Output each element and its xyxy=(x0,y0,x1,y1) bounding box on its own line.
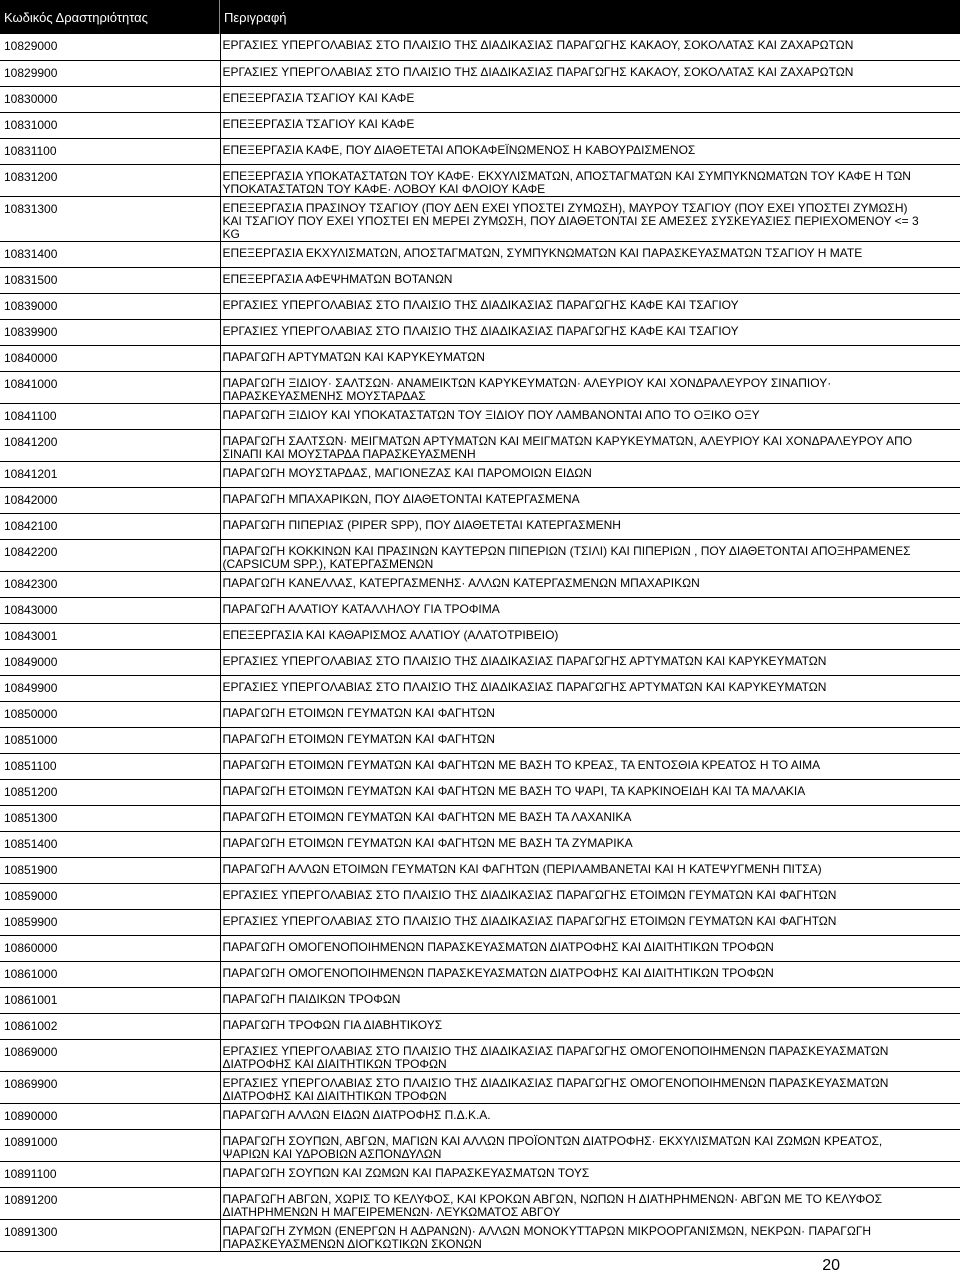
activity-code: 10843001 xyxy=(0,623,220,649)
table-row xyxy=(0,1219,960,1251)
activity-code: 10841200 xyxy=(0,429,220,461)
activity-code: 10851000 xyxy=(0,727,220,753)
activity-description: ΕΡΓΑΣΙΕΣ ΥΠΕΡΓΟΛΑΒΙΑΣ ΣΤΟ ΠΛΑΙΣΙΟ ΤΗΣ ΔΙΑΔΙΚΑΣΙΑΣ ΠΑΡΑΓΩΓΗΣ ΑΡΤΥΜΑΤΩΝ ΚΑΙ ΚΑΡΥΚΕΥΜΑΤΩΝ xyxy=(220,675,960,701)
activity-description: ΠΑΡΑΓΩΓΗ ΟΜΟΓΕΝΟΠΟΙΗΜΕΝΩΝ ΠΑΡΑΣΚΕΥΑΣΜΑΤΩΝ ΔΙΑΤΡΟΦΗΣ ΚΑΙ ΔΙΑΙΤΗΤΙΚΩΝ ΤΡΟΦΩΝ xyxy=(220,935,960,961)
activity-code: 10891200 xyxy=(0,1187,220,1219)
activity-description: ΠΑΡΑΓΩΓΗ ΞΙΔΙΟΥ ΚΑΙ ΥΠΟΚΑΤΑΣΤΑΤΩΝ ΤΟΥ ΞΙΔΙΟΥ ΠΟΥ ΛΑΜΒΑΝΟΝΤΑΙ ΑΠΟ ΤΟ ΟΞΙΚΟ ΟΞΥ xyxy=(220,403,960,429)
activity-description: ΠΑΡΑΓΩΓΗ ΟΜΟΓΕΝΟΠΟΙΗΜΕΝΩΝ ΠΑΡΑΣΚΕΥΑΣΜΑΤΩΝ ΔΙΑΤΡΟΦΗΣ ΚΑΙ ΔΙΑΙΤΗΤΙΚΩΝ ΤΡΟΦΩΝ xyxy=(220,961,960,987)
table-row xyxy=(0,487,960,513)
activity-code: 10831200 xyxy=(0,164,220,196)
table-row xyxy=(0,909,960,935)
activity-code: 10891100 xyxy=(0,1161,220,1187)
activity-description: ΕΡΓΑΣΙΕΣ ΥΠΕΡΓΟΛΑΒΙΑΣ ΣΤΟ ΠΛΑΙΣΙΟ ΤΗΣ ΔΙΑΔΙΚΑΣΙΑΣ ΠΑΡΑΓΩΓΗΣ ΚΑΦΕ ΚΑΙ ΤΣΑΓΙΟΥ xyxy=(220,293,960,319)
table-row xyxy=(0,34,960,60)
activity-code: 10830000 xyxy=(0,86,220,112)
activity-code: 10842200 xyxy=(0,539,220,571)
header-code: Κωδικός Δραστηριότητας xyxy=(0,0,220,34)
activity-description: ΠΑΡΑΓΩΓΗ ΜΠΑΧΑΡΙΚΩΝ, ΠΟΥ ΔΙΑΘΕΤΟΝΤΑΙ ΚΑΤΕΡΓΑΣΜΕΝΑ xyxy=(220,487,960,513)
activity-code: 10831400 xyxy=(0,241,220,267)
activity-code: 10839900 xyxy=(0,319,220,345)
table-row xyxy=(0,961,960,987)
table-row xyxy=(0,831,960,857)
page-number: 20 xyxy=(822,1257,840,1274)
activity-code: 10849000 xyxy=(0,649,220,675)
activity-description: ΠΑΡΑΓΩΓΗ ΕΤΟΙΜΩΝ ΓΕΥΜΑΤΩΝ ΚΑΙ ΦΑΓΗΤΩΝ ΜΕ ΒΑΣΗ ΤΑ ΛΑΧΑΝΙΚΑ xyxy=(220,805,960,831)
table-row xyxy=(0,513,960,539)
table-row xyxy=(0,805,960,831)
activity-description: ΠΑΡΑΓΩΓΗ ΕΤΟΙΜΩΝ ΓΕΥΜΑΤΩΝ ΚΑΙ ΦΑΓΗΤΩΝ ΜΕ ΒΑΣΗ ΤΟ ΚΡΕΑΣ, ΤΑ ΕΝΤΟΣΘΙΑ ΚΡΕΑΤΟΣ Η ΤΟ ΑΙΜΑ xyxy=(220,753,960,779)
activity-description: ΠΑΡΑΓΩΓΗ ΑΒΓΩΝ, ΧΩΡΙΣ ΤΟ ΚΕΛΥΦΟΣ, ΚΑΙ ΚΡΟΚΩΝ ΑΒΓΩΝ, ΝΩΠΩΝ Η ΔΙΑΤΗΡΗΜΕΝΩΝ· ΑΒΓΩΝ ΜΕ ΤΟ ΚΕΛΥΦΟΣ ΔΙΑΤΗΡΗΜΕΝΩΝ Η ΜΑΓΕΙΡΕΜΕΝΩΝ· ΛΕΥΚΩΜΑΤΟΣ ΑΒΓΟΥ xyxy=(220,1187,960,1219)
activity-code: 10861000 xyxy=(0,961,220,987)
table-row xyxy=(0,86,960,112)
table-row xyxy=(0,60,960,86)
table-row xyxy=(0,649,960,675)
activity-code: 10861002 xyxy=(0,1013,220,1039)
activity-description: ΠΑΡΑΓΩΓΗ ΕΤΟΙΜΩΝ ΓΕΥΜΑΤΩΝ ΚΑΙ ΦΑΓΗΤΩΝ ΜΕ ΒΑΣΗ ΤΑ ΖΥΜΑΡΙΚΑ xyxy=(220,831,960,857)
activity-code: 10839000 xyxy=(0,293,220,319)
table-row xyxy=(0,196,960,241)
activity-code: 10831500 xyxy=(0,267,220,293)
activity-description: ΠΑΡΑΓΩΓΗ ΑΛΛΩΝ ΕΙΔΩΝ ΔΙΑΤΡΟΦΗΣ Π.Δ.Κ.Α. xyxy=(220,1103,960,1129)
activity-code: 10869000 xyxy=(0,1039,220,1071)
activity-description: ΠΑΡΑΓΩΓΗ ΕΤΟΙΜΩΝ ΓΕΥΜΑΤΩΝ ΚΑΙ ΦΑΓΗΤΩΝ ΜΕ ΒΑΣΗ ΤΟ ΨΑΡΙ, ΤΑ ΚΑΡΚΙΝΟΕΙΔΗ ΚΑΙ ΤΑ ΜΑΛΑΚΙΑ xyxy=(220,779,960,805)
header-description: Περιγραφή xyxy=(224,9,287,25)
activity-description: ΠΑΡΑΓΩΓΗ ΚΟΚΚΙΝΩΝ ΚΑΙ ΠΡΑΣΙΝΩΝ ΚΑΥΤΕΡΩΝ ΠΙΠΕΡΙΩΝ (ΤΣΙΛΙ) ΚΑΙ ΠΙΠΕΡΙΩΝ , ΠΟΥ ΔΙΑΘΕΤΟΝΤΑΙ ΑΠΟΞΗΡΑΜΕΝΕΣ (CAPSICUM SPP.), ΚΑΤΕΡΓΑΣΜΕΝΩΝ xyxy=(220,539,960,571)
table-row xyxy=(0,1129,960,1161)
activity-code: 10831300 xyxy=(0,196,220,241)
table-header xyxy=(0,0,960,34)
activity-code: 10841100 xyxy=(0,403,220,429)
activity-description: ΠΑΡΑΓΩΓΗ ΑΛΑΤΙΟΥ ΚΑΤΑΛΛΗΛΟΥ ΓΙΑ ΤΡΟΦΙΜΑ xyxy=(220,597,960,623)
table-row xyxy=(0,429,960,461)
table-row xyxy=(0,267,960,293)
table-row xyxy=(0,883,960,909)
table-row xyxy=(0,1039,960,1071)
table-row xyxy=(0,1161,960,1187)
table-row xyxy=(0,779,960,805)
activity-code: 10829000 xyxy=(0,34,220,60)
activity-description: ΠΑΡΑΓΩΓΗ ΚΑΝΕΛΛΑΣ, ΚΑΤΕΡΓΑΣΜΕΝΗΣ· ΑΛΛΩΝ ΚΑΤΕΡΓΑΣΜΕΝΩΝ ΜΠΑΧΑΡΙΚΩΝ xyxy=(220,571,960,597)
activity-code: 10851300 xyxy=(0,805,220,831)
table-row xyxy=(0,857,960,883)
table-row xyxy=(0,164,960,196)
activity-code: 10891300 xyxy=(0,1219,220,1251)
table-row xyxy=(0,675,960,701)
table-row xyxy=(0,623,960,649)
activity-description: ΕΠΕΞΕΡΓΑΣΙΑ ΥΠΟΚΑΤΑΣΤΑΤΩΝ ΤΟΥ ΚΑΦΕ· ΕΚΧΥΛΙΣΜΑΤΩΝ, ΑΠΟΣΤΑΓΜΑΤΩΝ ΚΑΙ ΣΥΜΠΥΚΝΩΜΑΤΩΝ ΤΟΥ ΚΑΦΕ Η ΤΩΝ ΥΠΟΚΑΤΑΣΤΑΤΩΝ ΤΟΥ ΚΑΦΕ· ΛΟΒΟΥ ΚΑΙ ΦΛΟΙΟΥ ΚΑΦΕ xyxy=(220,164,960,196)
activity-code: 10842100 xyxy=(0,513,220,539)
activity-description: ΕΠΕΞΕΡΓΑΣΙΑ ΠΡΑΣΙΝΟΥ ΤΣΑΓΙΟΥ (ΠΟΥ ΔΕΝ ΕΧΕΙ ΥΠΟΣΤΕΙ ΖΥΜΩΣΗ), ΜΑΥΡΟΥ ΤΣΑΓΙΟΥ (ΠΟΥ ΕΧΕΙ ΥΠΟΣΤΕΙ ΖΥΜΩΣΗ) ΚΑΙ ΤΣΑΓΙΟΥ ΠΟΥ ΕΧΕΙ ΥΠΟΣΤΕΙ ΕΝ ΜΕΡΕΙ ΖΥΜΩΣΗ, ΠΟΥ ΔΙΑΘΕΤΟΝΤΑΙ ΣΕ ΑΜΕΣΕΣ ΣΥΣΚΕΥΑΣΙΕΣ ΠΕΡΙΕΧΟΜΕΝΟΥ <= 3 KG xyxy=(220,196,960,241)
activity-description: ΠΑΡΑΓΩΓΗ ΕΤΟΙΜΩΝ ΓΕΥΜΑΤΩΝ ΚΑΙ ΦΑΓΗΤΩΝ xyxy=(220,727,960,753)
activity-code: 10891000 xyxy=(0,1129,220,1161)
activity-description: ΕΠΕΞΕΡΓΑΣΙΑ ΤΣΑΓΙΟΥ ΚΑΙ ΚΑΦΕ xyxy=(220,86,960,112)
activity-code: 10851900 xyxy=(0,857,220,883)
activity-description: ΠΑΡΑΓΩΓΗ ΣΟΥΠΩΝ, ΑΒΓΩΝ, ΜΑΓΙΩΝ ΚΑΙ ΑΛΛΩΝ ΠΡΟΪΟΝΤΩΝ ΔΙΑΤΡΟΦΗΣ· ΕΚΧΥΛΙΣΜΑΤΩΝ ΚΑΙ ΖΩΜΩΝ ΚΡΕΑΤΟΣ, ΨΑΡΙΩΝ ΚΑΙ ΥΔΡΟΒΙΩΝ ΑΣΠΟΝΔΥΛΩΝ xyxy=(220,1129,960,1161)
activity-description: ΕΡΓΑΣΙΕΣ ΥΠΕΡΓΟΛΑΒΙΑΣ ΣΤΟ ΠΛΑΙΣΙΟ ΤΗΣ ΔΙΑΔΙΚΑΣΙΑΣ ΠΑΡΑΓΩΓΗΣ ΚΑΚΑΟΥ, ΣΟΚΟΛΑΤΑΣ ΚΑΙ ΖΑΧΑΡΩΤΩΝ xyxy=(220,60,960,86)
table-row xyxy=(0,1103,960,1129)
activity-code: 10840000 xyxy=(0,345,220,371)
table-row xyxy=(0,753,960,779)
activity-description: ΕΠΕΞΕΡΓΑΣΙΑ ΕΚΧΥΛΙΣΜΑΤΩΝ, ΑΠΟΣΤΑΓΜΑΤΩΝ, ΣΥΜΠΥΚΝΩΜΑΤΩΝ ΚΑΙ ΠΑΡΑΣΚΕΥΑΣΜΑΤΩΝ ΤΣΑΓΙΟΥ Η ΜΑΤΕ xyxy=(220,241,960,267)
table-row xyxy=(0,1187,960,1219)
activity-description: ΕΡΓΑΣΙΕΣ ΥΠΕΡΓΟΛΑΒΙΑΣ ΣΤΟ ΠΛΑΙΣΙΟ ΤΗΣ ΔΙΑΔΙΚΑΣΙΑΣ ΠΑΡΑΓΩΓΗΣ ΚΑΚΑΟΥ, ΣΟΚΟΛΑΤΑΣ ΚΑΙ ΖΑΧΑΡΩΤΩΝ xyxy=(220,34,960,60)
table-row xyxy=(0,319,960,345)
activity-code: 10843000 xyxy=(0,597,220,623)
activity-description: ΕΡΓΑΣΙΕΣ ΥΠΕΡΓΟΛΑΒΙΑΣ ΣΤΟ ΠΛΑΙΣΙΟ ΤΗΣ ΔΙΑΔΙΚΑΣΙΑΣ ΠΑΡΑΓΩΓΗΣ ΟΜΟΓΕΝΟΠΟΙΗΜΕΝΩΝ ΠΑΡΑΣΚΕΥΑΣΜΑΤΩΝ ΔΙΑΤΡΟΦΗΣ ΚΑΙ ΔΙΑΙΤΗΤΙΚΩΝ ΤΡΟΦΩΝ xyxy=(220,1039,960,1071)
table-row xyxy=(0,1013,960,1039)
table-row xyxy=(0,597,960,623)
activity-description: ΠΑΡΑΓΩΓΗ ΠΙΠΕΡΙΑΣ (PIPER SPP), ΠΟΥ ΔΙΑΘΕΤΕΤΑΙ ΚΑΤΕΡΓΑΣΜΕΝΗ xyxy=(220,513,960,539)
table-row xyxy=(0,571,960,597)
activity-description: ΠΑΡΑΓΩΓΗ ΠΑΙΔΙΚΩΝ ΤΡΟΦΩΝ xyxy=(220,987,960,1013)
activity-description: ΕΡΓΑΣΙΕΣ ΥΠΕΡΓΟΛΑΒΙΑΣ ΣΤΟ ΠΛΑΙΣΙΟ ΤΗΣ ΔΙΑΔΙΚΑΣΙΑΣ ΠΑΡΑΓΩΓΗΣ ΕΤΟΙΜΩΝ ΓΕΥΜΑΤΩΝ ΚΑΙ ΦΑΓΗΤΩΝ xyxy=(220,909,960,935)
activity-description: ΠΑΡΑΓΩΓΗ ΞΙΔΙΟΥ· ΣΑΛΤΣΩΝ· ΑΝΑΜΕΙΚΤΩΝ ΚΑΡΥΚΕΥΜΑΤΩΝ· ΑΛΕΥΡΙΟΥ ΚΑΙ ΧΟΝΔΡΑΛΕΥΡΟΥ ΣΙΝΑΠΙΟΥ· ΠΑΡΑΣΚΕΥΑΣΜΕΝΗΣ ΜΟΥΣΤΑΡΔΑΣ xyxy=(220,371,960,403)
table-row xyxy=(0,112,960,138)
table-row xyxy=(0,539,960,571)
activity-description: ΠΑΡΑΓΩΓΗ ΕΤΟΙΜΩΝ ΓΕΥΜΑΤΩΝ ΚΑΙ ΦΑΓΗΤΩΝ xyxy=(220,701,960,727)
table-row xyxy=(0,403,960,429)
table-row xyxy=(0,371,960,403)
activity-description: ΕΡΓΑΣΙΕΣ ΥΠΕΡΓΟΛΑΒΙΑΣ ΣΤΟ ΠΛΑΙΣΙΟ ΤΗΣ ΔΙΑΔΙΚΑΣΙΑΣ ΠΑΡΑΓΩΓΗΣ ΑΡΤΥΜΑΤΩΝ ΚΑΙ ΚΑΡΥΚΕΥΜΑΤΩΝ xyxy=(220,649,960,675)
activity-description: ΠΑΡΑΓΩΓΗ ΜΟΥΣΤΑΡΔΑΣ, ΜΑΓΙΟΝΕΖΑΣ ΚΑΙ ΠΑΡΟΜΟΙΩΝ ΕΙΔΩΝ xyxy=(220,461,960,487)
activity-description: ΕΠΕΞΕΡΓΑΣΙΑ ΚΑΙ ΚΑΘΑΡΙΣΜΟΣ ΑΛΑΤΙΟΥ (ΑΛΑΤΟΤΡΙΒΕΙΟ) xyxy=(220,623,960,649)
table-row xyxy=(0,987,960,1013)
table-row xyxy=(0,935,960,961)
activity-code: 10831000 xyxy=(0,112,220,138)
activity-code: 10842000 xyxy=(0,487,220,513)
activity-code: 10841201 xyxy=(0,461,220,487)
activity-code: 10841000 xyxy=(0,371,220,403)
activity-code: 10842300 xyxy=(0,571,220,597)
activity-description: ΠΑΡΑΓΩΓΗ ΑΛΛΩΝ ΕΤΟΙΜΩΝ ΓΕΥΜΑΤΩΝ ΚΑΙ ΦΑΓΗΤΩΝ (ΠΕΡΙΛΑΜΒΑΝΕΤΑΙ ΚΑΙ Η ΚΑΤΕΨΥΓΜΕΝΗ ΠΙΤΣΑ) xyxy=(220,857,960,883)
activity-code: 10851100 xyxy=(0,753,220,779)
activity-description: ΠΑΡΑΓΩΓΗ ΣΑΛΤΣΩΝ· ΜΕΙΓΜΑΤΩΝ ΑΡΤΥΜΑΤΩΝ ΚΑΙ ΜΕΙΓΜΑΤΩΝ ΚΑΡΥΚΕΥΜΑΤΩΝ, ΑΛΕΥΡΙΟΥ ΚΑΙ ΧΟΝΔΡΑΛΕΥΡΟΥ ΑΠΟ ΣΙΝΑΠΙ ΚΑΙ ΜΟΥΣΤΑΡΔΑ ΠΑΡΑΣΚΕΥΑΣΜΕΝΗ xyxy=(220,429,960,461)
activity-description: ΠΑΡΑΓΩΓΗ ΑΡΤΥΜΑΤΩΝ ΚΑΙ ΚΑΡΥΚΕΥΜΑΤΩΝ xyxy=(220,345,960,371)
activity-description: ΕΠΕΞΕΡΓΑΣΙΑ ΑΦΕΨΗΜΑΤΩΝ ΒΟΤΑΝΩΝ xyxy=(220,267,960,293)
table-row xyxy=(0,727,960,753)
activity-code: 10851400 xyxy=(0,831,220,857)
activity-code: 10859000 xyxy=(0,883,220,909)
activity-description: ΕΡΓΑΣΙΕΣ ΥΠΕΡΓΟΛΑΒΙΑΣ ΣΤΟ ΠΛΑΙΣΙΟ ΤΗΣ ΔΙΑΔΙΚΑΣΙΑΣ ΠΑΡΑΓΩΓΗΣ ΕΤΟΙΜΩΝ ΓΕΥΜΑΤΩΝ ΚΑΙ ΦΑΓΗΤΩΝ xyxy=(220,883,960,909)
activity-description: ΕΠΕΞΕΡΓΑΣΙΑ ΚΑΦΕ, ΠΟΥ ΔΙΑΘΕΤΕΤΑΙ ΑΠΟΚΑΦΕΪΝΩΜΕΝΟΣ Η ΚΑΒΟΥΡΔΙΣΜΕΝΟΣ xyxy=(220,138,960,164)
activity-description: ΠΑΡΑΓΩΓΗ ΖΥΜΩΝ (ΕΝΕΡΓΩΝ Η ΑΔΡΑΝΩΝ)· ΑΛΛΩΝ ΜΟΝΟΚΥΤΤΑΡΩΝ ΜΙΚΡΟΟΡΓΑΝΙΣΜΩΝ, ΝΕΚΡΩΝ· ΠΑΡΑΓΩΓΗ ΠΑΡΑΣΚΕΥΑΣΜΕΝΩΝ ΔΙΟΓΚΩΤΙΚΩΝ ΣΚΟΝΩΝ xyxy=(220,1219,960,1251)
activity-code: 10860000 xyxy=(0,935,220,961)
activity-code: 10861001 xyxy=(0,987,220,1013)
activity-description: ΠΑΡΑΓΩΓΗ ΣΟΥΠΩΝ ΚΑΙ ΖΩΜΩΝ ΚΑΙ ΠΑΡΑΣΚΕΥΑΣΜΑΤΩΝ ΤΟΥΣ xyxy=(220,1161,960,1187)
activity-code: 10831100 xyxy=(0,138,220,164)
table-row xyxy=(0,1071,960,1103)
table-row xyxy=(0,461,960,487)
table-row xyxy=(0,241,960,267)
activity-code: 10890000 xyxy=(0,1103,220,1129)
activity-description: ΠΑΡΑΓΩΓΗ ΤΡΟΦΩΝ ΓΙΑ ΔΙΑΒΗΤΙΚΟΥΣ xyxy=(220,1013,960,1039)
activity-code: 10869900 xyxy=(0,1071,220,1103)
activity-description: ΕΠΕΞΕΡΓΑΣΙΑ ΤΣΑΓΙΟΥ ΚΑΙ ΚΑΦΕ xyxy=(220,112,960,138)
activity-code: 10850000 xyxy=(0,701,220,727)
activity-code: 10859900 xyxy=(0,909,220,935)
table-row xyxy=(0,345,960,371)
activity-code: 10829900 xyxy=(0,60,220,86)
activity-description: ΕΡΓΑΣΙΕΣ ΥΠΕΡΓΟΛΑΒΙΑΣ ΣΤΟ ΠΛΑΙΣΙΟ ΤΗΣ ΔΙΑΔΙΚΑΣΙΑΣ ΠΑΡΑΓΩΓΗΣ ΚΑΦΕ ΚΑΙ ΤΣΑΓΙΟΥ xyxy=(220,319,960,345)
activity-description: ΕΡΓΑΣΙΕΣ ΥΠΕΡΓΟΛΑΒΙΑΣ ΣΤΟ ΠΛΑΙΣΙΟ ΤΗΣ ΔΙΑΔΙΚΑΣΙΑΣ ΠΑΡΑΓΩΓΗΣ ΟΜΟΓΕΝΟΠΟΙΗΜΕΝΩΝ ΠΑΡΑΣΚΕΥΑΣΜΑΤΩΝ ΔΙΑΤΡΟΦΗΣ ΚΑΙ ΔΙΑΙΤΗΤΙΚΩΝ ΤΡΟΦΩΝ xyxy=(220,1071,960,1103)
activity-code: 10849900 xyxy=(0,675,220,701)
table-row xyxy=(0,701,960,727)
activity-code: 10851200 xyxy=(0,779,220,805)
table-row xyxy=(0,293,960,319)
activity-table xyxy=(0,34,960,1252)
table-row xyxy=(0,138,960,164)
